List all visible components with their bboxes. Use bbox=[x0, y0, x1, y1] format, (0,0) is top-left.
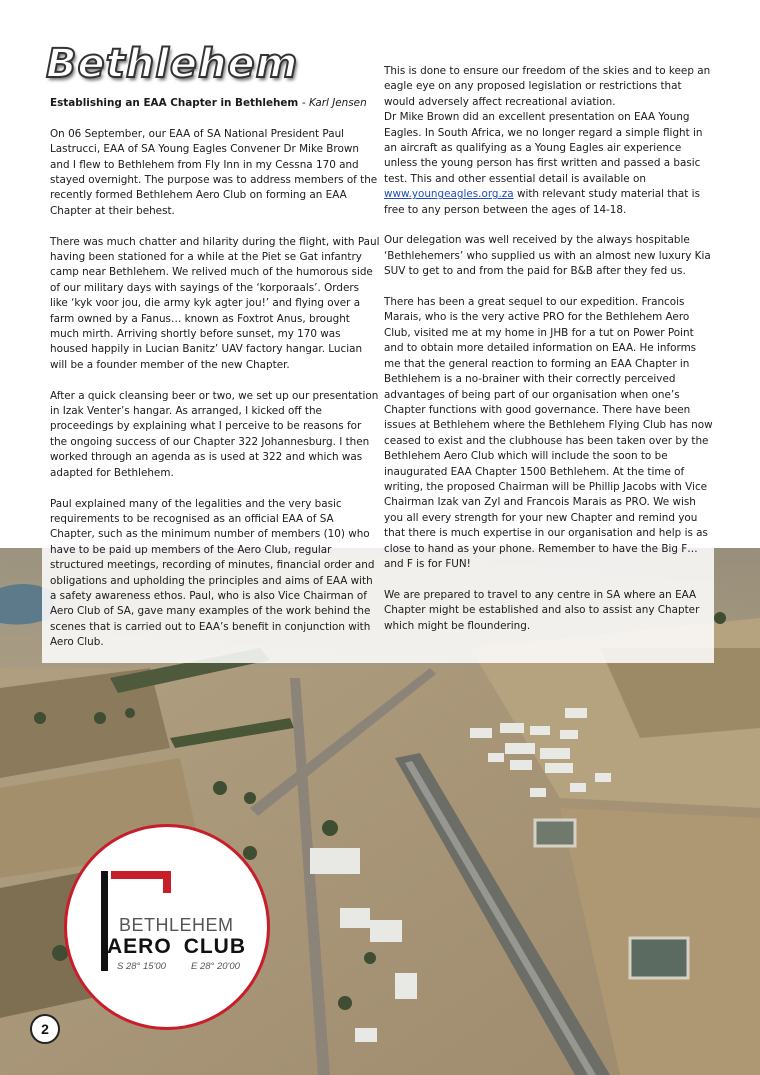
page-number: 2 bbox=[30, 1014, 60, 1044]
paragraph: There has been a great sequel to our expedition. Francois Marais, who is the very active PRO for the Bethlehem Aero Club, visited me at my home in JHB for a tut on Power Point and to obtain more detailed information on EAA. He informs me that the general reaction to forming an EAA Chapter in Bethlehem is a no-brainer with their correctly perceived advantages of being part of our organisation when one’s Chapter functions with good governance. There have been issues at Bethlehem where the Bethlehem Flying Club has now ceased to exist and the clubhouse has been taken over by the Bethlehem Aero Club which will include the soon to be inaugurated EAA Chapter 1500 Bethlehem. At the time of writing, the proposed Chairman will be Phillip Jacobs with Vice Chairman Izak van Zyl and Francois Marais as PRO. We wish you all every strength for your new Chapter and remind you that there is much expertise in our organisation and help is as close to hand as your phone. Remember to have the Big F… and F is for FUN! bbox=[384, 296, 713, 570]
paragraph: There was much chatter and hilarity during the flight, with Paul having been stationed for a while at the Piet se Gat infantry camp near Bethlehem. We relived much of the humorous side of our military days with sayings of the ‘korporaals’. Orders like ‘kyk voor jou, die army kyk agter jou!’ and flying over a farm owned by a Fanus… known as Foxtrot Anus, brought much mirth. Arriving shortly before sunset, my 170 was housed happily in Lucian Banitz’ UAV factory hangar. Lucian will be a founder member of the new Chapter. bbox=[50, 235, 380, 371]
left-column bbox=[50, 96, 380, 666]
article-subtitle bbox=[50, 96, 380, 111]
logo-title: BETHLEHEM bbox=[119, 915, 234, 935]
aero-club-logo bbox=[64, 824, 270, 1030]
paragraph: We are prepared to travel to any centre in SA where an EAA Chapter might be established and also to assist any Chapter which might be floundering. bbox=[384, 588, 700, 632]
logo-aero: AERO bbox=[107, 935, 172, 958]
paragraph: Our delegation was well received by the always hospitable ‘Bethlehemers’ who supplied us with an almost new luxury Kia SUV to get to and from the paid for B&B after they fed us. bbox=[384, 234, 711, 278]
paragraph-with-link bbox=[384, 110, 714, 218]
paragraph-text: with relevant study material that is free to any person between the ages of 14-18. bbox=[384, 188, 700, 216]
paragraph: Paul explained many of the legalities and the very basic requirements to be recognised as an official EAA of SA Chapter, such as the minimum number of members (10) who have to be paid up members of the Aero Club, regular structured meetings, recording of minutes, financial order and obligations and upholding the principles and aims of EAA with a safety awareness ethos. Paul, who is also Vice Chairman of Aero Club of SA, gave many examples of the work behind the scenes that is carried out to EAA’s benefit in conjunction with Aero Club. bbox=[50, 497, 375, 649]
right-column bbox=[384, 64, 714, 649]
paragraph: On 06 September, our EAA of SA National President Paul Lastrucci, EAA of SA Young Eagles Convener Dr Mike Brown and I flew to Bethlehem from Fly Inn in my Cessna 170 and stayed overnight. The purpose was to address members of the recently formed Bethlehem Aero Club on forming an EAA Chapter at their behest. bbox=[50, 127, 378, 217]
article-author: - Karl Jensen bbox=[301, 97, 367, 109]
logo-latitude: S 28° 15'00 bbox=[117, 961, 166, 972]
young-eagles-link[interactable]: www.youngeagles.org.za bbox=[384, 188, 514, 201]
paragraph: After a quick cleansing beer or two, we set up our presentation in Izak Venter’s hangar. As arranged, I kicked off the proceedings by explaining what I perceive to be reasons for the ongoing success of our Chapter 322 Johannesburg. I then worked through an agenda as is used at 322 and which was adapted for Bethlehem. bbox=[50, 389, 379, 479]
logo-coordinates bbox=[117, 961, 267, 972]
logo-club: CLUB bbox=[183, 935, 247, 958]
article-title: Establishing an EAA Chapter in Bethlehem bbox=[50, 97, 299, 109]
paragraph: This is done to ensure our freedom of the skies and to keep an eagle eye on any proposed legislation or restrictions that would adversely affect recreational aviation. bbox=[384, 65, 711, 108]
logo-longitude: E 28° 20'00 bbox=[191, 961, 240, 972]
page-title: Bethlehem bbox=[46, 41, 299, 87]
paragraph-text: Dr Mike Brown did an excellent presentation on EAA Young Eagles. In South Africa, we no longer regard a simple flight in an aircraft as qualifying as a Young Eagles air experience unless the young person has first written and passed a basic test. This and other essential detail is available on bbox=[384, 111, 703, 185]
logo-subtitle bbox=[107, 935, 246, 959]
